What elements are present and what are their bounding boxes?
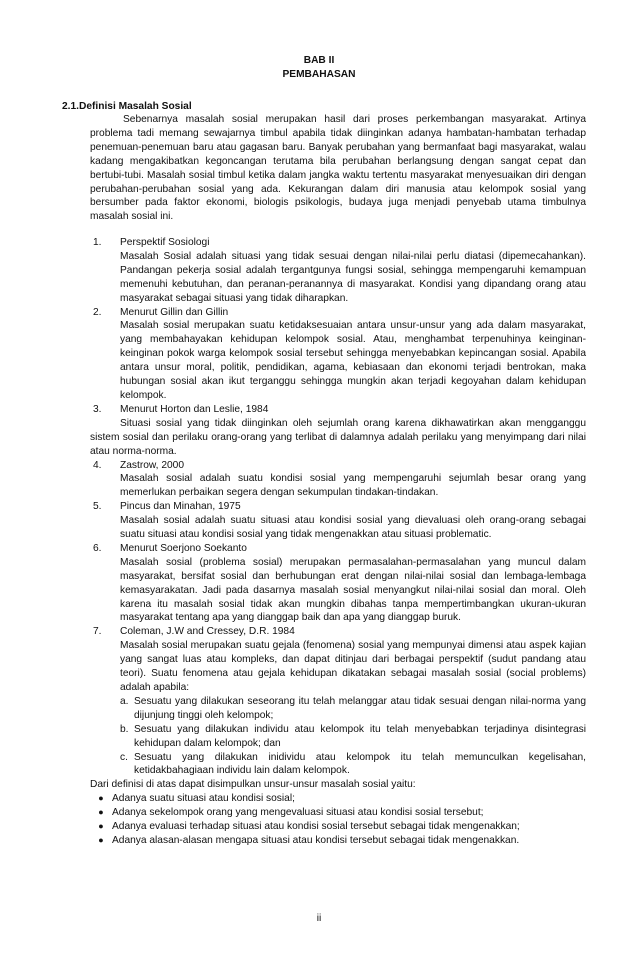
item-text: Masalah sosial merupakan suatu gejala (fenomena) sosial yang mempunyai dimensi atau aspek kajian yang sangat luas atau kompleks, dan dapat ditinjau dari berbagai perspektif (sudut pandang atau teori). Suatu fenomena atau gejala kehidupan dikatakan sebagai masalah sosial (social problems) adalah apabila:: [120, 640, 586, 693]
sub-item-text: Sesuatu yang dilakukan seseorang itu telah melanggar atau tidak sesuai dengan nilai-norma yang dijunjung tinggi oleh kelompok;: [134, 695, 586, 721]
sub-list-item: [120, 695, 586, 723]
conclusion-text: Dari definisi di atas dapat disimpulkan unsur-unsur masalah sosial yaitu:: [90, 779, 416, 791]
list-item: [90, 500, 586, 542]
bullet-text: Adanya alasan-alasan mengapa situasi atau kondisi tersebut sebagai tidak mengenakkan.: [112, 834, 520, 846]
item-number: 1.: [93, 237, 102, 248]
sub-list-item: [120, 723, 586, 751]
item-heading: Menurut Gillin dan Gillin: [120, 306, 229, 318]
intro-paragraph: Sebenarnya masalah sosial merupakan hasil dari proses perkembangan masyarakat. Artinya problema tadi memang sewajarnya timbul apabila tidak diinginkan adanya hambatan-hambatan terhadap penemuan-penemuan baru atau gagasan baru. Banyak perubahan yang bermanfaat bagi masyarakat, walau kadang mengakibatkan kegoncangan terutama bila perubahan berlangsung dengan sangat cepat dan bertubi-tubi. Masalah sosial timbul ketika dalam jangka waktu tertentu masyarakat menyesuaikan diri dengan perubahan-perubahan sosial yang ada. Kekurangan dalam diri manusia atau kelompok sosial yang bersumber pada faktor ekonomi, biologis psikologis, budaya juga menjadi penyebab utama timbulnya masalah sosial ini.: [90, 114, 586, 223]
bullet-text: Adanya evaluasi terhadap situasi atau kondisi sosial tersebut sebagai tidak mengenakkan;: [112, 821, 520, 833]
item-text: Situasi sosial yang tidak diinginkan oleh sejumlah orang karena dikhawatirkan akan mengganggu sistem sosial dan perilaku orang-orang yang terlibat di dalamnya adalah perilaku yang menyimpang dari nilai atau norma-norma.: [90, 417, 586, 457]
item-text: Masalah sosial adalah suatu situasi atau kondisi sosial yang dievaluasi oleh orang-orang sebagai suatu situasi atau kondisi sosial yang tidak mengenakkan atau situasi problematic.: [120, 515, 586, 541]
item-number: 2.: [93, 306, 102, 318]
bullet-item: [90, 806, 586, 820]
item-text: Masalah Sosial adalah situasi yang tidak sesuai dengan nilai-nilai perlu diatasi (dipemecahankan). Pandangan pekerja sosial adalah tergantgunya fungsi sosial, sehingga mempengaruhi kemampuan memenuhi kebutuhan, dan peranan-peranannya di masyarakat. Kondisi yang dipandang orang atau masyarakat sebagai situasi yang tidak diharapkan.: [120, 250, 586, 304]
item-heading: Menurut Soerjono Soekanto: [120, 542, 247, 554]
item-heading: Coleman, J.W and Cressey, D.R. 1984: [120, 626, 295, 638]
item-number: 4.: [93, 459, 102, 471]
bullet-item: [90, 820, 586, 834]
item-number: 6.: [93, 542, 102, 554]
item-heading: Zastrow, 2000: [120, 459, 184, 471]
definition-list: [90, 236, 586, 848]
sub-item-text: Sesuatu yang dilakukan individu atau kelompok itu telah menyebabkan terjadinya disintegrasi kehidupan dalam kelompok; dan: [134, 723, 586, 749]
list-item: [90, 236, 586, 306]
bullet-icon: ●: [98, 834, 104, 845]
chapter-title: PEMBAHASAN: [282, 69, 356, 80]
item-number: 7.: [93, 626, 102, 638]
sub-item-letter: b.: [120, 723, 129, 735]
bullet-icon: ●: [98, 821, 104, 832]
chapter-label: BAB II: [303, 55, 335, 66]
list-item: [90, 542, 586, 625]
sub-item-letter: a.: [120, 695, 129, 707]
bullet-text: Adanya sekelompok orang yang mengevaluasi situasi atau kondisi sosial tersebut;: [112, 807, 484, 819]
page-number: ii: [316, 913, 322, 924]
bullet-list: [90, 792, 586, 848]
bullet-text: Adanya suatu situasi atau kondisi sosial;: [112, 793, 295, 805]
item-heading: Menurut Horton dan Leslie, 1984: [120, 403, 269, 415]
item-number: 5.: [93, 501, 102, 513]
item-text: Masalah sosial adalah suatu kondisi sosial yang mempengaruhi sejumlah besar orang yang memerlukan perbaikan segera dengan sekumpulan tindakan-tindakan.: [120, 473, 586, 499]
sub-item-letter: c.: [120, 751, 128, 763]
list-item: [90, 306, 586, 403]
bullet-item: [90, 834, 586, 848]
list-item: [90, 625, 586, 778]
item-text: Masalah sosial merupakan suatu ketidaksesuaian antara unsur-unsur yang ada dalam masyarakat, yang membahayakan kehidupan kelompok sosial. Atau, menghambat terpenuhinya keinginan-keinginan pokok warga kelompok sosial tersebut sehingga menyebabkan kepincangan sosial. Apabila antara unsur moral, politik, pendidikan, agama, kebiasaan dan ekonomi terjadi bentrokan, maka hubungan sosial akan ikut terganggu sehingga mungkin akan terjadi kegoyahan dalam kehidupan kelompok.: [120, 320, 586, 401]
bullet-icon: ●: [98, 793, 104, 804]
item-heading: Perspektif Sosiologi: [120, 237, 210, 248]
section-title: 2.1.Definisi Masalah Sosial: [62, 101, 192, 112]
sub-item-text: Sesuatu yang dilakukan inidividu atau kelompok itu telah memunculkan kegelisahan, ketidakbahagiaan individu lain dalam kelompok.: [134, 751, 586, 777]
bullet-item: [90, 792, 586, 806]
item-number: 3.: [93, 403, 102, 415]
item-text: Masalah sosial (problema sosial) merupakan permasalahan-permasalahan yang muncul dalam masyarakat, bersifat sosial dan berhubungan erat dengan nilai-nilai sosial dan lembaga-lembaga kemasyarakatan. Jadi pada dasarnya masalah sosial menyangkut nilai-nilai sosial dan moral. Oleh karena itu masalah sosial tidak akan mungkin dibahas tanpa mempertimbangkan ukuran-ukuran masyarakat tentang apa yang dianggap baik dan apa yang dianggap buruk.: [120, 556, 586, 624]
list-item: [90, 459, 586, 501]
list-item: [90, 403, 586, 417]
item-heading: Pincus dan Minahan, 1975: [120, 501, 241, 513]
sub-list-item: [120, 751, 586, 779]
bullet-icon: ●: [98, 807, 104, 818]
